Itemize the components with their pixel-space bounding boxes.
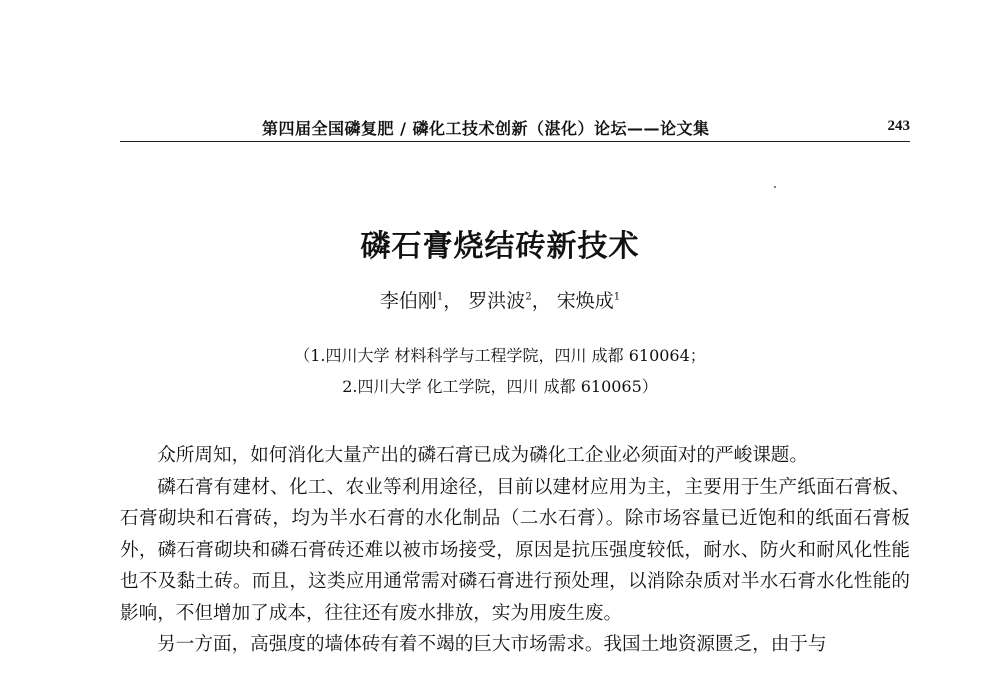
author-affiliation-mark: 2	[525, 291, 532, 303]
author-affiliation-mark: 1	[436, 291, 444, 303]
page-number: 243	[887, 118, 910, 134]
running-header	[120, 112, 910, 140]
body-text	[120, 440, 910, 661]
author-name: 罗洪波	[468, 290, 526, 312]
body-paragraph: 磷石膏有建材、化工、农业等利用途径，目前以建材应用为主，主要用于生产纸面石膏板、石膏砌块和石膏砖，均为半水石膏的水化制品（二水石膏）。除市场容量已近饱和的纸面石膏板外，磷石膏砌块和磷石膏砖还难以被市场接受，原因是抗压强度较低，耐水、防火和耐风化性能也不及黏土砖。而且，这类应用通常需对磷石膏进行预处理，以消除杂质对半水石膏水化性能的影响，不但增加了成本，往往还有废水排放，实为用废生废。	[120, 476, 910, 624]
header-rule	[120, 141, 910, 142]
author-separator: ，	[531, 290, 551, 312]
paper-title: 磷石膏烧结砖新技术	[360, 229, 640, 264]
scan-speck	[774, 186, 776, 188]
author-list	[0, 286, 1000, 313]
body-paragraph: 另一方面，高强度的墙体砖有着不竭的巨大市场需求。我国土地资源匮乏，由于与	[157, 634, 827, 655]
author-name: 李伯刚	[379, 290, 437, 312]
running-title: 第四届全国磷复肥 / 磷化工技术创新（湛化）论坛——论文集	[262, 119, 710, 138]
affiliation-line: （1.四川大学 材料科学与工程学院，四川 成都 610064；	[294, 346, 706, 365]
body-paragraph: 众所周知，如何消化大量产出的磷石膏已成为磷化工企业必须面对的严峻课题。	[157, 445, 808, 466]
author-affiliation-mark: 1	[613, 291, 621, 303]
affiliation-line: 2.四川大学 化工学院，四川 成都 610065）	[342, 377, 658, 396]
author-name: 宋焕成	[556, 290, 614, 312]
author-separator: ，	[443, 290, 463, 312]
